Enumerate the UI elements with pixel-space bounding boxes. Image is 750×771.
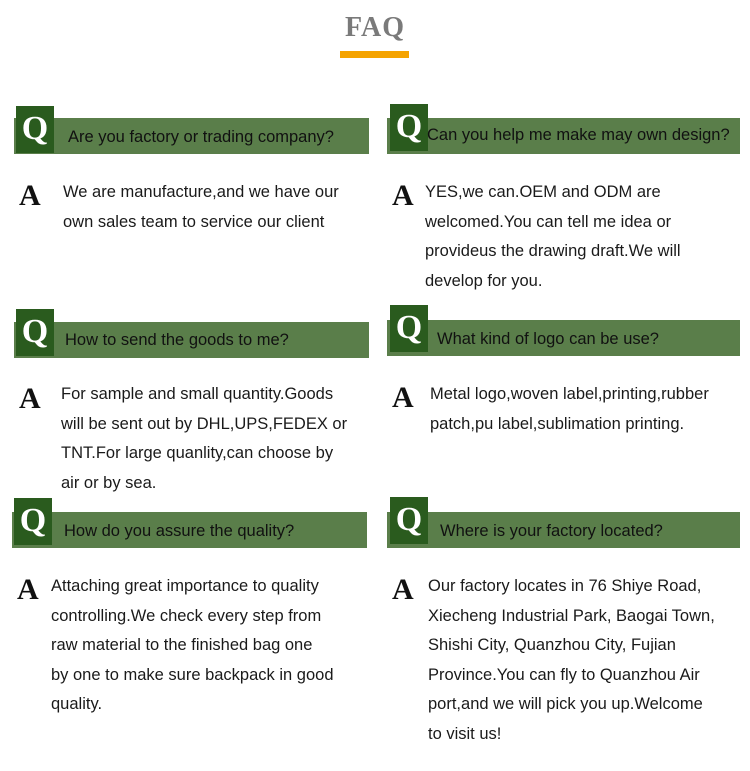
answer-text (51, 572, 334, 720)
q-letter: Q (395, 308, 423, 346)
answer-text (428, 572, 715, 749)
answer-line: Attaching great importance to quality (51, 577, 319, 595)
answer-line: Our factory locates in 76 Shiye Road, (428, 577, 702, 595)
answer-letter: A (19, 382, 41, 415)
answer-letter: A (17, 573, 39, 606)
answer-line: raw material to the finished bag one (51, 636, 313, 654)
answer-line: develop for you. (425, 271, 543, 290)
answer-line: For sample and small quantity.Goods (61, 385, 334, 403)
question-text: How do you assure the quality? (64, 522, 295, 540)
answer-line: welcomed.You can tell me idea or (425, 212, 672, 231)
question-badge (390, 497, 428, 544)
answer-line: provideus the drawing draft.We will (425, 242, 681, 260)
answer-line: We are manufacture,and we have our (63, 183, 339, 201)
answer-line: to visit us! (428, 724, 502, 743)
answer-line: own sales team to service our client (63, 212, 325, 231)
question-text: Where is your factory located? (440, 522, 663, 540)
q-letter: Q (395, 500, 423, 538)
answer-line: Metal logo,woven label,printing,rubber (430, 385, 709, 403)
q-letter: Q (395, 107, 423, 145)
title-underline (340, 51, 409, 58)
answer-line: patch,pu label,sublimation printing. (430, 414, 685, 433)
question-text: Can you help me make may own design? (427, 126, 730, 144)
answer-line: will be sent out by DHL,UPS,FEDEX or (61, 414, 348, 433)
question-badge (390, 104, 428, 151)
question-text: Are you factory or trading company? (68, 128, 334, 146)
answer-line: by one to make sure backpack in good (51, 665, 334, 684)
answer-line: Shishi City, Quanzhou City, Fujian (428, 636, 676, 654)
q-letter: Q (21, 109, 49, 147)
answer-text (61, 380, 347, 498)
answer-letter: A (19, 179, 41, 212)
question-badge (14, 498, 52, 545)
q-letter: Q (19, 501, 47, 539)
answer-text (425, 178, 681, 296)
question-text: What kind of logo can be use? (437, 330, 659, 348)
answer-line: controlling.We check every step from (51, 606, 322, 625)
answer-line: quality. (51, 695, 103, 713)
answer-line: TNT.For large quanlity,can choose by (61, 444, 334, 462)
answer-line: YES,we can.OEM and ODM are (425, 183, 661, 201)
question-text: How to send the goods to me? (65, 331, 289, 349)
question-badge (390, 305, 428, 352)
page-title: FAQ (344, 12, 406, 43)
answer-line: Province.You can fly to Quanzhou Air (428, 665, 700, 684)
answer-line: air or by sea. (61, 473, 157, 492)
question-badge (16, 309, 54, 356)
answer-line: port,and we will pick you up.Welcome (428, 695, 703, 713)
answer-text (430, 380, 709, 439)
answer-letter: A (392, 179, 414, 212)
answer-letter: A (392, 573, 414, 606)
question-badge (16, 106, 54, 153)
answer-text (63, 178, 339, 237)
answer-line: Xiecheng Industrial Park, Baogai Town, (428, 606, 715, 625)
q-letter: Q (21, 312, 49, 350)
answer-letter: A (392, 381, 414, 414)
